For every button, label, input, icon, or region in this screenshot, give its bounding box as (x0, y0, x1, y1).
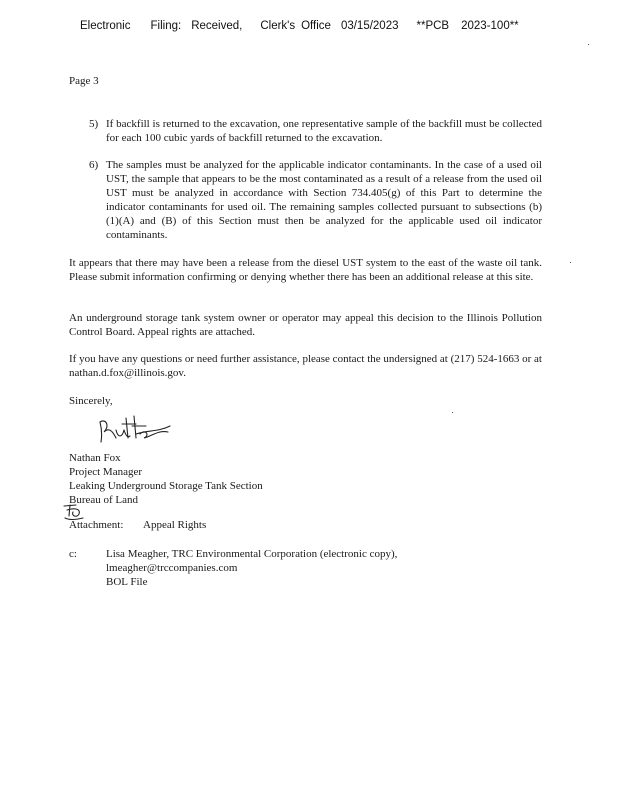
header-part: Filing: (150, 20, 182, 32)
header-part: **PCB (416, 20, 450, 32)
paragraph-contact: If you have any questions or need further assistance, please contact the undersigned at (217) 524-1663 or at nathan.d.fox@illinois.gov. (69, 353, 542, 379)
filing-stamp-header (80, 20, 540, 32)
page-number: Page 3 (69, 75, 99, 87)
list-item-text: The samples must be analyzed for the applicable indicator contaminants. In the case of a used oil UST, the sample that appears to be the most contaminated as a result of a release from the used oil UST must be analyzed in accordance with Section 734.405(g) of this Part to determine the indicator contaminants for used oil. The remaining samples collected pursuant to subsections (b)(1)(A) and (B) of this Section must then be analyzed for the applicable used oil indicator contaminants. (106, 159, 542, 241)
list-item-number: 6) (89, 159, 99, 171)
list-item-text: If backfill is returned to the excavation, one representative sample of the backfill must be collected for each 100 cubic yards of backfill returned to the excavation. (106, 118, 542, 144)
list-item-number: 5) (89, 118, 99, 130)
header-part: 03/15/2023 (340, 20, 399, 32)
list-item (89, 117, 542, 145)
paragraph-appeal: An underground storage tank system owner or operator may appeal this decision to the Illinois Pollution Control Board. Appeal rights are attached. (69, 312, 542, 338)
cc-label: c: (69, 548, 77, 560)
paragraph-release: It appears that there may have been a release from the diesel UST system to the east of the waste oil tank. Please submit information confirming or denying whether there has been an additional release at this site. (69, 257, 542, 283)
header-part: 2023-100** (461, 20, 519, 32)
header-part: Electronic (80, 20, 131, 32)
signer-section: Leaking Underground Storage Tank Section (69, 480, 263, 492)
cc-line: Lisa Meagher, TRC Environmental Corporation (electronic copy), (106, 548, 398, 560)
signer-title: Project Manager (69, 466, 142, 478)
scan-speck (588, 44, 589, 45)
handwritten-signature (96, 412, 176, 444)
list-item (89, 158, 542, 242)
scan-speck (452, 412, 453, 413)
attachment-value: Appeal Rights (143, 519, 207, 531)
signer-bureau: Bureau of Land (69, 494, 139, 506)
header-part: Office (301, 20, 331, 32)
cc-list (106, 547, 397, 589)
attachment-label: Attachment: (69, 519, 124, 531)
signer-name: Nathan Fox (69, 452, 121, 464)
cc-line: BOL File (106, 576, 148, 588)
scan-speck (570, 262, 571, 263)
header-part: Received, (191, 20, 243, 32)
header-part: Clerk's (260, 20, 296, 32)
cc-line: lmeagher@trccompanies.com (106, 562, 238, 574)
closing: Sincerely, (69, 395, 113, 407)
